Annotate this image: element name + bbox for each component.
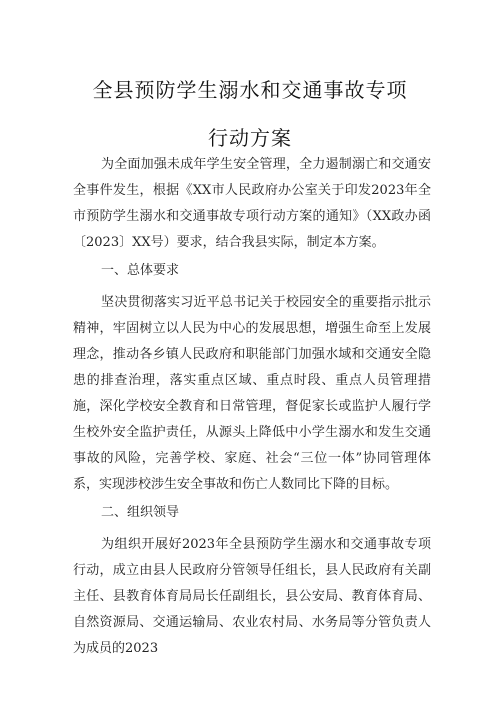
- paragraph-general-requirements: 坚决贯彻落实习近平总书记关于校园安全的重要指示批示精神，牢固树立以人民为中心的发展思想，增强生命至上发展理念，推动各乡镇人民政府和职能部门加强水域和交通安全隐患的排查治理，落实重点区域、重点时段、重点人员管理措施，深化学校安全教育和日常管理，督促家长或监护人履行学生校外安全监护责任，从源头上降低中小学生溺水和发生交通事故的风险，完善学校、家庭、社会“三位一体”协同管理体系，实现涉校涉生安全事故和伤亡人数同比下降的目标。: [73, 295, 431, 492]
- paragraph-intro: 为全面加强未成年学生安全管理，全力遏制溺亡和交通安全事件发生，根据《XX市人民政府办公室关于印发2023年全市预防学生溺水和交通事故专项行动方案的通知》（XX政办函〔2023〕XX号）要求，结合我县实际，制定本方案。: [73, 157, 431, 250]
- section-heading-organization: 二、组织领导: [101, 505, 180, 520]
- document-title-line1: 全县预防学生溺水和交通事故专项: [92, 78, 408, 102]
- section-heading-general-requirements: 一、总体要求: [101, 263, 180, 278]
- document-body: [73, 152, 431, 662]
- paragraph-organization: 为组织开展好2023年全县预防学生溺水和交通事故专项行动，成立由县人民政府分管领导任组长，县人民政府有关副主任、县教育体育局局长任副组长，县公安局、教育体育局、自然资源局、交通运输局、农业农村局、水务局等分管负责人为成员的2023: [73, 537, 431, 656]
- document-title-line2: 行动方案: [208, 126, 292, 150]
